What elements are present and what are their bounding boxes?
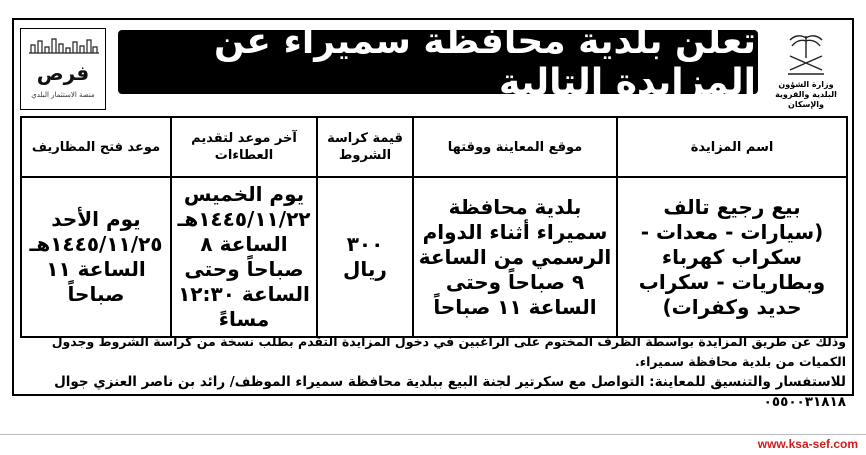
cell-opening: يوم الأحد ١٤٤٥/١١/٢٥هـ الساعة ١١ صباحاً (21, 177, 171, 337)
ministry-name: وزارة الشؤون البلدية والقروية والإسكان (775, 80, 837, 109)
palm-swords-emblem-icon (784, 30, 828, 76)
cell-deadline: يوم الخميس ١٤٤٥/١١/٢٢هـ الساعة ٨ صباحاً وحتى الساعة ١٢:٣٠ مساءً (171, 177, 317, 337)
title-banner (118, 21, 758, 103)
skyline-icon (29, 35, 99, 55)
divider (0, 434, 866, 435)
cell-location: بلدية محافظة سميراء أثناء الدوام الرسمي من الساعة ٩ صباحاً وحتى الساعة ١١ صباحاً (413, 177, 617, 337)
header-opening: موعد فتح المظاريف (21, 117, 171, 177)
furas-brand: فرص (36, 61, 90, 85)
table-row (21, 177, 847, 337)
ad-header (14, 20, 852, 116)
notes (20, 332, 846, 412)
header-item: اسم المزايدة (617, 117, 847, 177)
cell-item: بيع رجيع تالف (سيارات - معدات - سكراب كهرباء وبطاريات - سكراب حديد وكفرات) (617, 177, 847, 337)
auction-table (20, 116, 848, 338)
header-location: موقع المعاينة ووقتها (413, 117, 617, 177)
advertisement (12, 18, 854, 410)
table-header-row (21, 117, 847, 177)
note-line-2: للاستفسار والتنسيق للمعاينة: التواصل مع سكرتير لجنة البيع ببلدية محافظة سميراء الموظف/ رائد بن ناصر العنزي جوال ٠٥٥٠٠٣١٨١٨ (54, 374, 846, 410)
page-title: تعلن بلدية محافظة سميراء عن المزايدة التالية (213, 21, 756, 103)
furas-logo (20, 28, 106, 110)
ministry-logo (766, 28, 846, 110)
header-price: قيمة كراسة الشروط (317, 117, 413, 177)
furas-subtitle: منصة الاستثمار البلدي (31, 91, 95, 99)
cell-price: ٣٠٠ ريال (317, 177, 413, 337)
website-link[interactable]: www.ksa-sef.com (757, 437, 858, 451)
note-line-1: وذلك عن طريق المزايدة بواسطة الظرف المختوم على الراغبين في دخول المزايدة التقدم بطلب نسخة من كراسة الشروط وجدول الكميات من بلدية محافظة سميراء. (51, 334, 846, 369)
header-deadline: آخر موعد لتقديم العطاءات (171, 117, 317, 177)
